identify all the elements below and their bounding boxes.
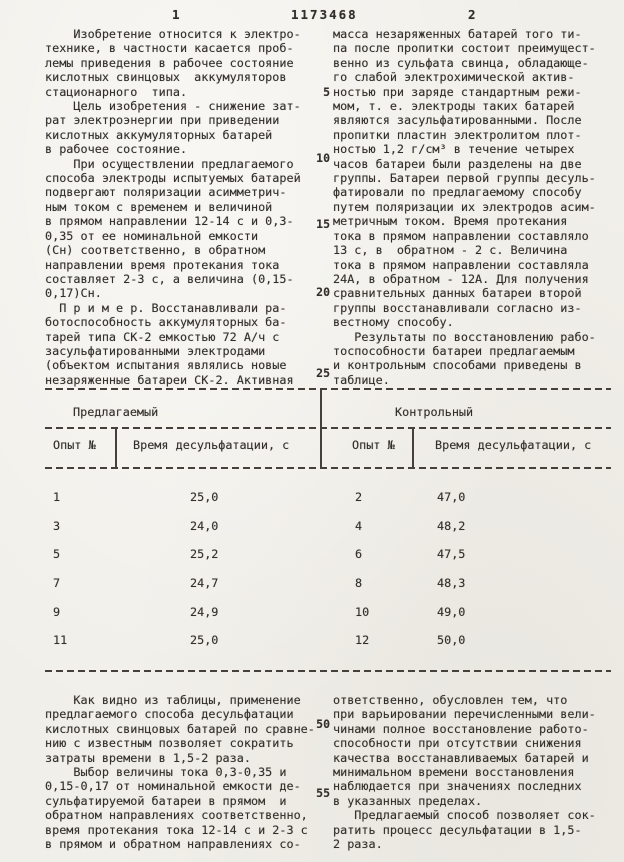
text-line: па после пропитки состоит преимущест- (333, 41, 596, 56)
text-line: ным током с временем и величиной (45, 199, 273, 214)
cell-proposed-time: 24,0 (190, 518, 219, 533)
text-line: лемы приведения в рабочее состояние (45, 55, 294, 70)
cell-control-time: 47,5 (437, 547, 466, 562)
margin-line-number: 50 (316, 717, 330, 731)
table-row (45, 633, 612, 662)
text-line: При осуществлении предлагаемого (45, 156, 294, 171)
text-line: стационарного типа. (45, 84, 188, 99)
text-line: минимальном времени восстановления (333, 765, 575, 780)
text-line: фатировали по предлагаемому способу (333, 185, 582, 200)
text-line: Как видно из таблицы, применение (45, 693, 301, 707)
table-row (45, 605, 612, 634)
table-row (45, 490, 612, 519)
text-line: 2 раза. (333, 837, 383, 852)
text-line: тоспособности батареи предлагаемым (333, 343, 575, 358)
table-rule-under-groups (45, 427, 611, 429)
text-line: в рабочее состояние. (45, 142, 188, 157)
text-line: Предлагаемый способ позволяет сок- (333, 808, 596, 823)
text-line: сульфатируемой батареи в прямом и (45, 793, 287, 808)
text-line: и контрольным способами приведены в (333, 358, 582, 373)
margin-line-number: 5 (323, 85, 330, 99)
text-line: технике, в частности касается проб- (45, 41, 294, 56)
margin-line-number: 10 (316, 151, 330, 165)
text-line: Цель изобретения - снижение зат- (45, 99, 301, 114)
text-line: тока в прямом направлении составляло (333, 228, 589, 243)
text-line: в прямом направлении 12-14 с и 0,3- (45, 214, 294, 229)
cell-control-opyt: 4 (355, 518, 363, 533)
text-line: в прямом и обратном направлениях со- (45, 837, 301, 852)
text-line: (Сн) соответственно, в обратном (45, 243, 266, 258)
text-line: ностью 1,2 г/см³ в течение четырех (333, 142, 575, 157)
cell-control-opyt: 2 (355, 490, 363, 504)
text-line: тока в прямом направлении составляла (333, 257, 589, 272)
text-line: ботоспособность аккумуляторных ба- (45, 315, 287, 330)
text-line: составляет 2-3 с, а величина (0,15- (45, 271, 294, 286)
text-line: масса незаряженных батарей того ти- (333, 27, 582, 41)
column-top-right (333, 27, 618, 387)
text-line: путем поляризации их электродов асим- (333, 199, 596, 214)
table-center-divider (320, 388, 322, 469)
table-rule-top (45, 388, 611, 390)
text-line: ответственно, обусловлен тем, что (333, 693, 568, 707)
text-line: го слабой электрохимической актив- (333, 70, 575, 85)
text-line: группы. Батареи первой группы десуль- (333, 171, 596, 186)
text-line: затраты времени в 1,5-2 раза. (45, 750, 251, 765)
cell-proposed-time: 25,0 (190, 633, 219, 648)
text-line: метричным током. Время протекания (333, 214, 568, 229)
cell-control-time: 49,0 (437, 604, 466, 619)
text-line: пропитки пластин электролитом плот- (333, 127, 582, 142)
text-line: мом, т. е. электроды таких батарей (333, 99, 575, 114)
text-line: П р и м е р. Восстанавливали ра- (45, 300, 287, 315)
column-bottom-right (333, 693, 618, 851)
cell-proposed-time: 25,2 (190, 547, 219, 562)
table-row (45, 519, 612, 548)
cell-proposed-opyt: 7 (53, 576, 61, 591)
text-line: часов батареи были разделены на две (333, 156, 582, 171)
text-line: обратном направлениях соответственно, (45, 808, 308, 823)
cell-control-opyt: 10 (355, 604, 370, 619)
table-left-subdivider (115, 427, 117, 469)
text-line: засульфатированными электродами (45, 343, 266, 358)
cell-control-time: 48,2 (437, 518, 466, 533)
text-line: рат электроэнергии при приведении (45, 113, 280, 128)
cell-proposed-time: 24,7 (190, 576, 219, 591)
text-line: Результаты по восстановлению рабо- (333, 329, 596, 344)
table-row (45, 576, 612, 605)
text-line: нию с известным позволяет сократить (45, 736, 294, 751)
text-line: (объектом испытания являлись новые (45, 358, 287, 373)
text-line: способа электроды испытуемых батарей (45, 171, 301, 186)
column-top-left (45, 27, 335, 387)
text-line: являются засульфатированными. После (333, 113, 582, 128)
margin-line-number: 20 (316, 285, 330, 299)
text-line: незаряженные батареи СК-2. Активная (45, 372, 294, 387)
cell-control-time: 48,3 (437, 576, 466, 591)
table-rule-bottom (45, 670, 611, 672)
cell-control-opyt: 6 (355, 547, 363, 562)
group-header-proposed: Предлагаемый (73, 405, 159, 419)
text-line: при варьировании перечисленными вели- (333, 707, 596, 722)
margin-line-number: 55 (316, 786, 330, 800)
text-line: Изобретение относится к электро- (45, 27, 301, 41)
cell-control-time: 47,0 (437, 490, 466, 504)
cell-proposed-time: 24,9 (190, 604, 219, 619)
text-line: предлагаемого способа десульфатации (45, 707, 294, 722)
cell-proposed-opyt: 11 (53, 633, 68, 648)
margin-line-number: 25 (316, 366, 330, 380)
table-rows (45, 490, 612, 662)
cell-proposed-opyt: 3 (53, 518, 61, 533)
text-line: чинами полное восстановление работо- (333, 721, 589, 736)
cell-proposed-opyt: 1 (53, 490, 61, 504)
text-line: наблюдается при значениях последних (333, 779, 582, 794)
text-line: Выбор величины тока 0,3-0,35 и (45, 765, 287, 780)
text-line: время протекания тока 12-14 с и 2-3 с (45, 822, 308, 837)
text-line: способности при отсутствии снижения (333, 736, 582, 751)
col-header-opyt-right: Опыт № (352, 438, 395, 452)
patent-number: 1173468 (291, 7, 358, 22)
text-line: кислотных свинцовых аккумуляторов (45, 70, 287, 85)
table-right-subdivider (412, 427, 414, 469)
cell-control-time: 50,0 (437, 633, 466, 648)
margin-line-number: 15 (316, 217, 330, 231)
text-line: тарей типа СК-2 емкостью 72 А/ч с (45, 329, 280, 344)
column-bottom-left (45, 693, 335, 851)
text-line: таблице. (333, 372, 390, 387)
text-line: качества восстанавливаемых батарей и (333, 750, 589, 765)
col-header-time-left: Время десульфатации, с (133, 438, 290, 452)
text-line: венно из сульфата свинца, обладающе- (333, 55, 589, 70)
text-line: 0,17)Сн. (45, 286, 102, 301)
table-rule-under-headers (45, 467, 611, 469)
cell-proposed-opyt: 5 (53, 547, 61, 562)
cell-control-opyt: 12 (355, 633, 370, 648)
text-line: вестному способу. (333, 315, 454, 330)
text-line: ратить процесс десульфатации в 1,5- (333, 822, 582, 837)
text-line: 13 с, в обратном - 2 с. Величина (333, 243, 568, 258)
cell-control-opyt: 8 (355, 576, 363, 591)
col-header-time-right: Время десульфатации, с (435, 438, 592, 452)
text-line: 24А, в обратном - 12А. Для получения (333, 271, 589, 286)
text-line: кислотных аккумуляторных батарей (45, 127, 273, 142)
text-line: направлении время протекания тока (45, 257, 280, 272)
cell-proposed-opyt: 9 (53, 604, 61, 619)
text-line: 0,35 от ее номинальной емкости (45, 228, 259, 243)
table-row (45, 547, 612, 576)
text-line: ностью при заряде стандартным режи- (333, 84, 582, 99)
text-line: подвергают поляризации асимметрич- (45, 185, 287, 200)
text-line: 0,15-0,17 от номинальной емкости де- (45, 779, 301, 794)
text-line: кислотных свинцовых батарей по сравне- (45, 721, 315, 736)
page-column-number-left: 1 (172, 7, 181, 22)
text-line: в указанных пределах. (333, 793, 483, 808)
page-column-number-right: 2 (468, 7, 477, 22)
text-line: группы восстанавливали согласно из- (333, 300, 582, 315)
cell-proposed-time: 25,0 (190, 490, 219, 504)
text-line: сравнительных данных батареи второй (333, 286, 582, 301)
group-header-control: Контрольный (395, 405, 474, 419)
col-header-opyt-left: Опыт № (53, 438, 96, 452)
